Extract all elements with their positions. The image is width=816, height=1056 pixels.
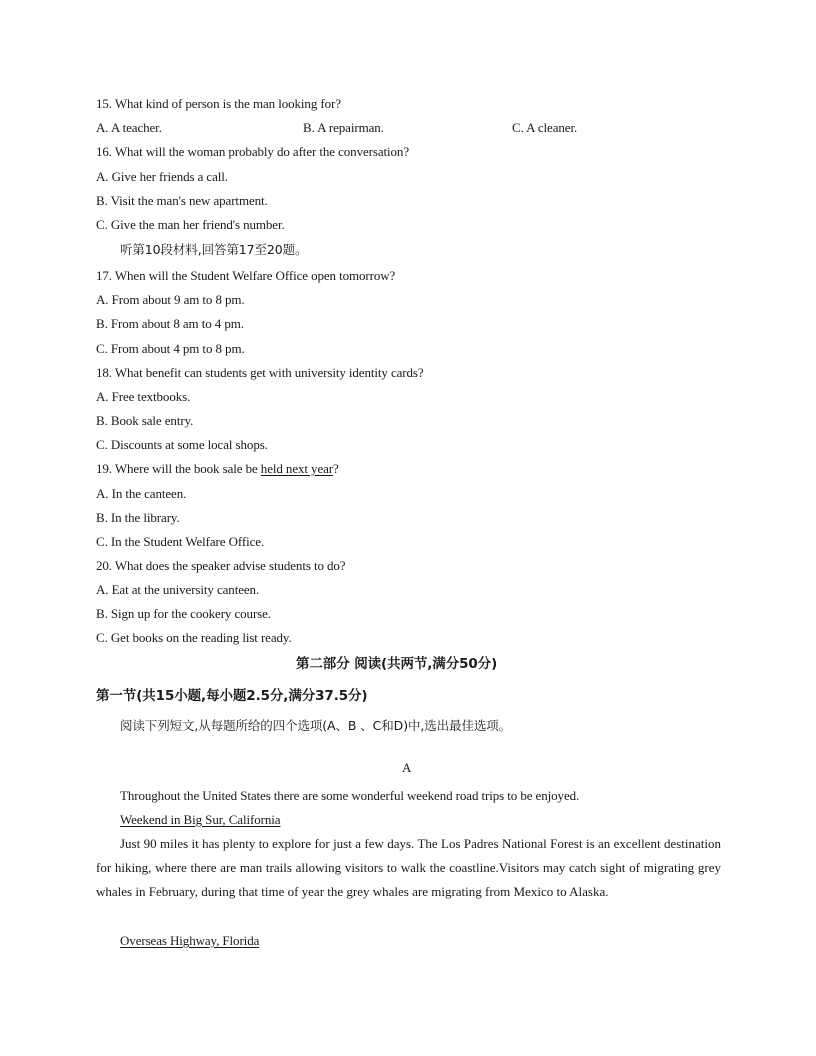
option-18-c: C. Discounts at some local shops.: [96, 437, 268, 452]
option-17-c: C. From about 4 pm to 8 pm.: [96, 341, 245, 356]
option-16-c: C. Give the man her friend's number.: [96, 217, 285, 232]
option-19-b: B. In the library.: [96, 510, 180, 525]
question-19-underlined: held next year: [260, 461, 334, 476]
option-15-b: B. A repairman.: [303, 120, 384, 135]
option-19-c: C. In the Student Welfare Office.: [96, 534, 265, 549]
passage-heading-overseas-highway: Overseas Highway, Florida: [120, 933, 260, 948]
passage-paragraph-big-sur: Just 90 miles it has plenty to explore for just a few days. The Los Padres National Forest is an excellent destination for hiking, where there are man trails allowing visitors to walk the coastline.Visitors may catch sight of migrating grey whales in February, during that time of year the grey whales are migrating from Mexico to Alaska.: [96, 836, 721, 900]
question-19-prefix: 19. Where will the book sale be: [96, 461, 261, 476]
passage-intro: Throughout the United States there are some wonderful weekend road trips to be enjoyed.: [120, 788, 580, 803]
option-15-c: C. A cleaner.: [512, 120, 578, 135]
listening-instruction: 听第10段材料,回答第17至20题。: [120, 242, 308, 257]
passage-label: A: [402, 760, 412, 775]
option-16-a: A. Give her friends a call.: [96, 169, 228, 184]
question-16: 16. What will the woman probably do after the conversation?: [96, 144, 409, 159]
option-18-a: A. Free textbooks.: [96, 389, 191, 404]
question-18: 18. What benefit can students get with university identity cards?: [96, 365, 424, 380]
option-19-a: A. In the canteen.: [96, 486, 187, 501]
question-15: 15. What kind of person is the man looking for?: [96, 96, 341, 111]
option-20-c: C. Get books on the reading list ready.: [96, 630, 292, 645]
option-20-b: B. Sign up for the cookery course.: [96, 606, 271, 621]
question-19: [96, 461, 339, 477]
part-two-title: 第二部分 阅读(共两节,满分50分): [296, 656, 498, 672]
option-20-a: A. Eat at the university canteen.: [96, 582, 260, 597]
option-15-a: A. A teacher.: [96, 120, 162, 135]
reading-instruction: 阅读下列短文,从每题所给的四个选项(A、B 、C和D)中,选出最佳选项。: [120, 718, 512, 733]
option-18-b: B. Book sale entry.: [96, 413, 194, 428]
option-17-a: A. From about 9 am to 8 pm.: [96, 292, 245, 307]
question-17: 17. When will the Student Welfare Office open tomorrow?: [96, 268, 396, 283]
question-20: 20. What does the speaker advise students to do?: [96, 558, 346, 573]
option-16-b: B. Visit the man's new apartment.: [96, 193, 268, 208]
question-19-suffix: ?: [333, 461, 339, 476]
option-17-b: B. From about 8 am to 4 pm.: [96, 316, 244, 331]
passage-heading-big-sur: Weekend in Big Sur, California: [120, 812, 281, 827]
section-one-title: 第一节(共15小题,每小题2.5分,满分37.5分): [96, 688, 368, 704]
